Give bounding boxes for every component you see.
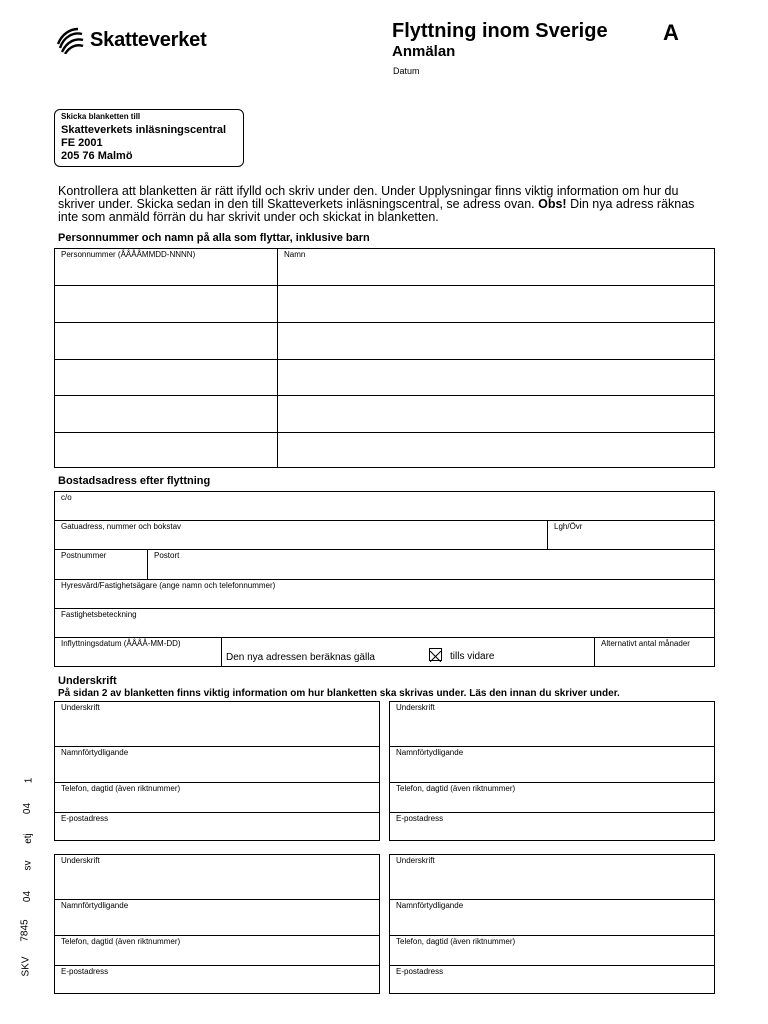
email-field[interactable]	[389, 812, 715, 841]
street-field[interactable]	[54, 520, 548, 550]
pnr-field[interactable]	[54, 322, 278, 360]
landlord-field[interactable]	[54, 579, 715, 609]
skatteverket-logo-icon	[54, 26, 84, 54]
postnr-label: Postnummer	[61, 551, 107, 560]
side-code-part: 1	[23, 777, 35, 784]
email-label: E-postadress	[396, 814, 444, 823]
email-label: E-postadress	[61, 967, 109, 976]
co-field[interactable]	[54, 491, 715, 521]
alt-months-field[interactable]	[594, 637, 715, 667]
address-table	[54, 491, 715, 667]
datum-label: Datum	[393, 66, 420, 76]
phone-label: Telefon, dagtid (även riktnummer)	[61, 784, 181, 793]
intro-text	[58, 185, 718, 224]
email-field[interactable]	[389, 965, 715, 994]
clarify-field[interactable]	[54, 746, 380, 783]
send-to-box	[54, 109, 244, 167]
signature-note: På sidan 2 av blanketten finns viktig information om hur blanketten ska skrivas under. Läs den innan du skriver under.	[58, 688, 620, 699]
checkbox-x-icon	[430, 651, 441, 662]
pnr-field[interactable]	[54, 248, 278, 286]
signature-heading: Underskrift	[58, 675, 117, 687]
landlord-label: Hyresvärd/Fastighetsägare (ange namn och telefonnummer)	[61, 581, 276, 590]
alt-months-label: Alternativt antal månader	[601, 639, 690, 648]
address-line: 205 76 Malmö	[61, 150, 133, 162]
clarify-label: Namnförtydligande	[396, 748, 464, 757]
side-code-part: SKV	[20, 956, 32, 977]
form-subtitle: Anmälan	[392, 43, 456, 60]
intro-text-part: Kontrollera att blanketten är rätt ifylld och skriv under den. Under Upplysningar finns viktig information om hur du skriver under. Skicka sedan in den till Skatteverkets inläsningscentral, se adress ovan.	[58, 184, 679, 211]
phone-field[interactable]	[389, 935, 715, 966]
form-title: Flyttning inom Sverige	[392, 20, 608, 42]
property-field[interactable]	[54, 608, 715, 638]
signature-label: Underskrift	[61, 703, 100, 712]
intro-bold: Obs!	[538, 197, 567, 211]
signature-block-4	[389, 854, 715, 994]
move-date-field[interactable]	[54, 637, 222, 667]
email-label: E-postadress	[61, 814, 109, 823]
address-heading: Bostadsadress efter flyttning	[58, 475, 211, 487]
address-line: Skatteverkets inläsningscentral	[61, 124, 227, 136]
pnr-field[interactable]	[54, 432, 278, 468]
side-code-part: sv	[22, 860, 34, 871]
phone-label: Telefon, dagtid (även riktnummer)	[61, 937, 181, 946]
signature-block-1	[54, 701, 380, 841]
pnr-label: Personnummer (ÅÅÅÅMMDD-NNNN)	[61, 250, 196, 259]
pnr-field[interactable]	[54, 395, 278, 433]
signature-block-2	[389, 701, 715, 841]
signature-label: Underskrift	[396, 856, 435, 865]
name-label: Namn	[284, 250, 306, 259]
signature-label: Underskrift	[396, 703, 435, 712]
property-label: Fastighetsbeteckning	[61, 610, 137, 619]
phone-field[interactable]	[54, 935, 380, 966]
phone-field[interactable]	[389, 782, 715, 813]
postort-label: Postort	[154, 551, 180, 560]
email-label: E-postadress	[396, 967, 444, 976]
clarify-label: Namnförtydligande	[61, 901, 129, 910]
signature-block-3	[54, 854, 380, 994]
move-date-label: Inflyttningsdatum (ÅÅÅÅ-MM-DD)	[61, 639, 181, 648]
phone-label: Telefon, dagtid (även riktnummer)	[396, 937, 516, 946]
apt-field[interactable]	[547, 520, 715, 550]
clarify-field[interactable]	[389, 746, 715, 783]
postort-field[interactable]	[147, 549, 715, 580]
clarify-label: Namnförtydligande	[396, 901, 464, 910]
side-code-part: 04	[22, 802, 34, 815]
signature-field[interactable]	[389, 854, 715, 900]
intro-text-part: Din nya adress räknas inte som anmäld förrän du har skrivit under och skickat in blanketten.	[58, 197, 695, 224]
name-field[interactable]	[277, 285, 715, 323]
until-further-checkbox[interactable]	[429, 648, 442, 661]
persons-heading: Personnummer och namn på alla som flyttar, inklusive barn	[58, 232, 370, 244]
name-field[interactable]	[277, 248, 715, 286]
phone-label: Telefon, dagtid (även riktnummer)	[396, 784, 516, 793]
signature-field[interactable]	[54, 701, 380, 747]
email-field[interactable]	[54, 965, 380, 994]
persons-table	[54, 248, 715, 468]
logo-text: Skatteverket	[90, 28, 207, 51]
until-further-label: tills vidare	[450, 651, 495, 662]
name-field[interactable]	[277, 322, 715, 360]
logo	[54, 26, 207, 54]
pnr-field[interactable]	[54, 285, 278, 323]
clarify-field[interactable]	[54, 899, 380, 936]
street-label: Gatuadress, nummer och bokstav	[61, 522, 182, 531]
postnr-field[interactable]	[54, 549, 148, 580]
pnr-field[interactable]	[54, 359, 278, 396]
email-field[interactable]	[54, 812, 380, 841]
co-label: c/o	[61, 493, 72, 502]
name-field[interactable]	[277, 359, 715, 396]
address-line: FE 2001	[61, 137, 103, 149]
side-code-part: 04	[22, 890, 34, 903]
clarify-field[interactable]	[389, 899, 715, 936]
apt-label: Lgh/Övr	[554, 522, 583, 531]
clarify-label: Namnförtydligande	[61, 748, 129, 757]
send-to-label: Skicka blanketten till	[61, 112, 141, 121]
form-letter: A	[663, 20, 679, 45]
side-code-part: etj	[22, 833, 34, 844]
side-form-code	[20, 775, 40, 980]
send-to-address	[61, 124, 243, 163]
signature-field[interactable]	[54, 854, 380, 900]
side-code-part: 7845	[19, 919, 31, 942]
signature-label: Underskrift	[61, 856, 100, 865]
name-field[interactable]	[277, 432, 715, 468]
signature-field[interactable]	[389, 701, 715, 747]
valid-period-cell	[221, 637, 595, 667]
phone-field[interactable]	[54, 782, 380, 813]
name-field[interactable]	[277, 395, 715, 433]
valid-text: Den nya adressen beräknas gälla	[226, 652, 375, 663]
